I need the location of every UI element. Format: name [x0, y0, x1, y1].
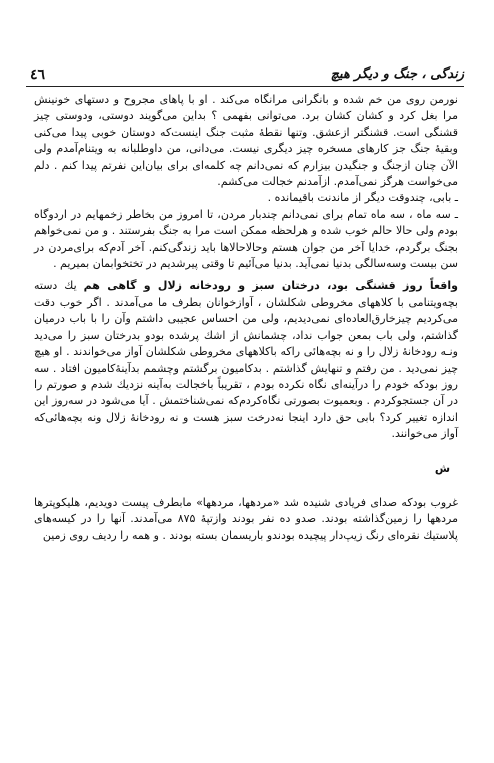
paragraph-2: ـ بابی، چندوقت دیگر از ماندنت باقیمانده . — [267, 191, 458, 205]
running-title: زندگی ، جنگ و دیگر هیچ — [330, 67, 464, 82]
paragraph-4-rest: یك دسته بچه‌ویتنامی با کلاههای مخروطی شکلشان ، آوازخوانان بطرف ما می‌آمدند . اگر خوب دقت می‌کردیم چیزخارق‌العاده‌ای نمی‌دیدیم، ولی من احساس عجیبی داشتم وآن را با باب درمیان گذاشتم، ولی باب بمعن جواب نداد، چشمانش از اشك پرشده بودو بدرختان سبز را می‌دید ونـه رودخانهٔ زلال را و نه بچه‌هائی راکه باکلاههای مخروطی شکلشان آواز می‌خواندند . او هیچ چیز نمی‌دید . من رفتم و تنهایش گذاشتم . بدکامیون برگشتم وچشمم بدآینهٔ‌کامیون افتاد . سه روز بودکه خودم را درآینه‌ای نگاه نکرده بودم ، تقریباً باخجالت به‌آینه نزدیك شدم و صورتم را در آن جستجوکردم . وبعمیوت بصورتی نگاه‌کردم‌که نمی‌شناختمش . آیا می‌شود در سه‌روز این اندازه تغییر کرد؟ بابی حق دارد اینجا نه‌درخت سبز هست و نه رودخانهٔ زلال ونه بچه‌هائی‌که آواز می‌خوانند. — [34, 279, 458, 441]
section-mark: ش — [434, 461, 450, 475]
paragraph-4 — [34, 278, 458, 442]
page-body-text — [34, 92, 458, 544]
paragraph-1: نورمن روی من خم شده و بانگرانی مرانگاه می‌کند . او با پاهای مجروح و دستهای خونینش مرا بغل کرد و کشان کشان برد. می‌توانی بفهمی ؟ بداین می‌گویند دوستی، ودوستی چیز قشنگی است. قشنگتر ازعشق. وتنها نقطهٔ مثبت جنگ اینست‌که دوستان خوبی پیدا می‌کنی وبقیهٔ جنگ جز کارهای مسخره چیز دیگری نیست. می‌دانی، من داوطلبانه به ویتنام‌آمدم ولی الآن چنان ازجنگ و جنگیدن بیزارم که نمی‌دانم چه کلمه‌ای برای بیان‌این نفرتم پیدا کنم . دلم می‌خواست هرگز نمی‌آمدم. ازآمدنم خجالت می‌کشم. — [34, 93, 458, 189]
paragraph-5: غروب بودکه صدای فریادی شنیده شد «مردهها، مردهها» مابطرف پیست دویدیم، هلیکوپترها مردهها را زمین‌گذاشته بودند. صدو ده نفر بودند وازتپهٔ ۸۷۵ می‌آمدند. آنها را در کیسه‌های پلاستیك نقره‌ای رنگ زیپ‌دار پیچیده بودندو باریسمان بسته بودند . و همه را ردیف روی زمین — [34, 495, 459, 542]
paragraph-3: ـ سه ماه ، سه ماه تمام برای نمی‌دانم چندبار مردن، تا امروز من بخاطر زخمهایم در اردوگاه بودم ولی حالا حالم خوب شده و هرلحظه ممکن است مرا به جنگ بفرستند . و من نمی‌خواهم بجنگ برگردم، خدایا آخر من جوان هستم وحالاحالاها باید زندگی‌کنم. آخر آدم‌که برای‌مردن در سن بیست وسه‌سالگی بدنیا نمی‌آید. بدنیا می‌آئیم تا وقتی پیرشدیم در تختخوابمان بمیریم . — [34, 207, 458, 271]
page-header — [30, 66, 464, 86]
header-rule — [26, 86, 464, 87]
paragraph-4-lead: واقعاً روز قشنگی بود، درختان سبز و رودخانه زلال و گاهی هم — [83, 279, 458, 293]
page-number: ٤٦ — [30, 67, 46, 83]
